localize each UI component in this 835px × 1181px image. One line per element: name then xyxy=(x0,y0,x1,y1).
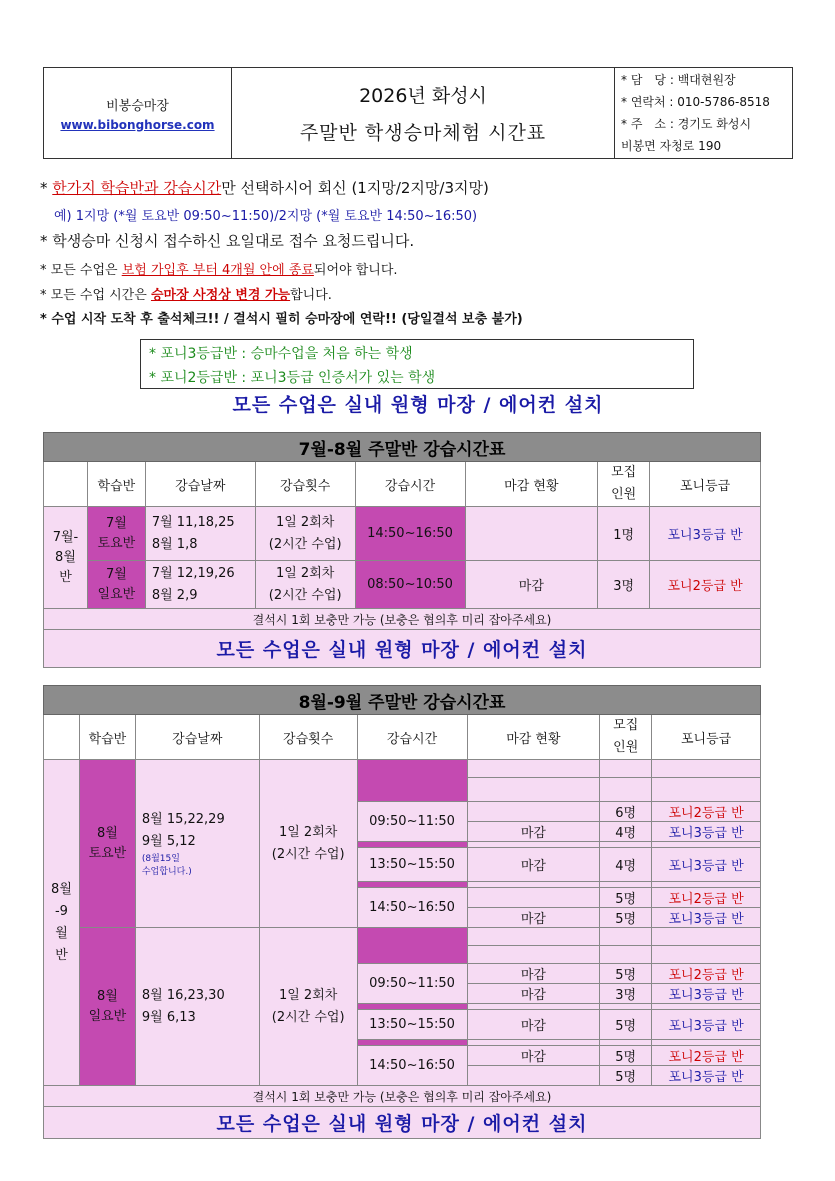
people-cell: 5명 xyxy=(600,908,652,928)
status-cell: 마감 xyxy=(467,822,600,842)
status-cell: 마감 xyxy=(467,1046,600,1066)
count-cell-sat: 1일 2회차 (2시간 수업) xyxy=(259,760,357,928)
time-cell: 09:50~11:50 xyxy=(357,964,467,1004)
col-grade: 포니등급 xyxy=(652,715,761,760)
contact-cell xyxy=(615,68,793,159)
col-count: 강습횟수 xyxy=(259,715,357,760)
status-cell: 마감 xyxy=(467,964,600,984)
page-title: 주말반 학생승마체험 시간표 xyxy=(299,122,547,144)
table-title: 7월-8월 주말반 강습시간표 xyxy=(44,433,761,462)
phone-label: * 연락처 : xyxy=(621,95,674,109)
aircon-banner: 모든 수업은 실내 원형 마장 / 에어컨 설치 xyxy=(232,394,604,416)
address-label: * 주 소 : xyxy=(621,117,674,131)
grade2-info: * 포니2등급반 : 포니3등급 인증서가 있는 학생 xyxy=(149,370,436,386)
grade-cell: 포니2등급 반 xyxy=(652,888,761,908)
people-cell: 5명 xyxy=(600,1046,652,1066)
status-cell: 마감 xyxy=(467,908,600,928)
note-attendance: * 수업 시작 도착 후 출석체크!! / 결석시 필히 승마장에 연락!! (당일결석 보충 불가) xyxy=(40,312,523,327)
dates-cell-sun: 8월 16,23,30 9월 6,13 xyxy=(135,928,259,1086)
status-cell xyxy=(467,888,600,908)
col-dates: 강습날짜 xyxy=(145,462,255,507)
col-time: 강습시간 xyxy=(355,462,465,507)
col-dates: 강습날짜 xyxy=(135,715,259,760)
grade-cell: 포니2등급 반 xyxy=(652,1046,761,1066)
footnote: 결석시 1회 보충만 가능 (보충은 협의후 미리 잡아주세요) xyxy=(44,1086,761,1107)
count-cell-sun: 1일 2회차 (2시간 수업) xyxy=(259,928,357,1086)
note-highlight: 한가지 학습반과 강습시간 xyxy=(52,179,222,197)
count-cell: 1일 2회차 (2시간 수업) xyxy=(255,561,355,609)
dates-cell: 7월 12,19,26 8월 2,9 xyxy=(145,561,255,609)
people-cell: 5명 xyxy=(600,888,652,908)
col-status: 마감 현황 xyxy=(467,715,600,760)
status-cell xyxy=(467,1066,600,1086)
note-time-change: * 모든 수업 시간은 승마장 사정상 변경 가능합니다. xyxy=(40,288,332,303)
people-cell: 6명 xyxy=(600,802,652,822)
grade-cell: 포니3등급 반 xyxy=(652,822,761,842)
people-cell: 3명 xyxy=(598,561,650,609)
note-insurance: * 모든 수업은 보험 가입후 부터 4개월 안에 종료되어야 합니다. xyxy=(40,263,398,278)
status-cell: 마감 xyxy=(467,984,600,1004)
count-cell: 1일 2회차 (2시간 수업) xyxy=(255,507,355,561)
grade-cell: 포니2등급 반 xyxy=(650,561,761,609)
col-people: 모집 인원 xyxy=(598,462,650,507)
note-apply-day: * 학생승마 신청시 접수하신 요일대로 접수 요청드립니다. xyxy=(40,232,415,250)
people-cell: 4명 xyxy=(600,822,652,842)
period-cell: 7월- 8월 반 xyxy=(44,507,88,609)
status-cell: 마감 xyxy=(467,1010,600,1040)
status-cell xyxy=(467,802,600,822)
grade-cell: 포니3등급 반 xyxy=(652,848,761,882)
time-cell: 13:50~15:50 xyxy=(357,848,467,882)
col-class: 학습반 xyxy=(87,462,145,507)
class-cell-sat: 8월 토요반 xyxy=(79,760,135,928)
grade-cell: 포니3등급 반 xyxy=(652,1066,761,1086)
header-table xyxy=(43,67,793,159)
col-people: 모집 인원 xyxy=(600,715,652,760)
dates-cell-sat: 8월 15,22,29 9월 5,12 (8월15일 수업합니다.) xyxy=(135,760,259,928)
table-banner: 모든 수업은 실내 원형 마장 / 에어컨 설치 xyxy=(44,630,761,668)
manager-value: 백대현원장 xyxy=(677,73,736,87)
people-cell: 4명 xyxy=(600,848,652,882)
schedule-table-jul-aug xyxy=(43,432,761,668)
grade-cell: 포니3등급 반 xyxy=(652,984,761,1004)
class-cell: 7월 토요반 xyxy=(87,507,145,561)
col-count: 강습횟수 xyxy=(255,462,355,507)
footnote: 결석시 1회 보충만 가능 (보충은 협의후 미리 잡아주세요) xyxy=(44,609,761,630)
farm-name: 비봉승마장 xyxy=(106,98,169,114)
phone-value: 010-5786-8518 xyxy=(677,95,770,109)
class-cell: 7월 일요반 xyxy=(87,561,145,609)
time-cell: 14:50~16:50 xyxy=(357,888,467,928)
dates-cell: 7월 11,18,25 8월 1,8 xyxy=(145,507,255,561)
grade-cell: 포니3등급 반 xyxy=(650,507,761,561)
grade-cell: 포니3등급 반 xyxy=(652,908,761,928)
farm-url-link[interactable]: www.bibonghorse.com xyxy=(60,117,215,132)
header-empty xyxy=(44,462,88,507)
schedule-table-aug-sep xyxy=(43,685,761,1139)
page-title-year: 2026년 화성시 xyxy=(359,85,487,107)
time-cell: 09:50~11:50 xyxy=(357,802,467,842)
grade-cell: 포니2등급 반 xyxy=(652,964,761,984)
status-cell: 마감 xyxy=(465,561,598,609)
table-title: 8월-9월 주말반 강습시간표 xyxy=(44,686,761,715)
people-cell: 5명 xyxy=(600,964,652,984)
farm-cell xyxy=(44,68,232,159)
period-cell: 8월 -9 월 반 xyxy=(44,760,80,1086)
col-grade: 포니등급 xyxy=(650,462,761,507)
people-cell: 5명 xyxy=(600,1010,652,1040)
header-empty xyxy=(44,715,80,760)
date-note: (8월15일 수업합니다.) xyxy=(141,853,192,877)
note-example: 예) 1지망 (*월 토요반 09:50~11:50)/2지망 (*월 토요반 14:50~16:50) xyxy=(54,209,478,224)
col-time: 강습시간 xyxy=(357,715,467,760)
title-cell xyxy=(232,68,615,159)
manager-label: * 담 당 : xyxy=(621,73,674,87)
table-banner: 모든 수업은 실내 원형 마장 / 에어컨 설치 xyxy=(44,1107,761,1139)
class-cell-sun: 8월 일요반 xyxy=(79,928,135,1086)
grade-info-box xyxy=(140,339,694,389)
status-cell xyxy=(465,507,598,561)
col-status: 마감 현황 xyxy=(465,462,598,507)
grade-cell: 포니3등급 반 xyxy=(652,1010,761,1040)
people-cell: 5명 xyxy=(600,1066,652,1086)
address-value: 경기도 화성시 xyxy=(677,117,752,131)
people-cell: 1명 xyxy=(598,507,650,561)
time-cell: 13:50~15:50 xyxy=(357,1010,467,1040)
note-select-one: * 한가지 학습반과 강습시간만 선택하시어 회신 (1지망/2지망/3지망) xyxy=(40,179,489,197)
grade3-info: * 포니3등급반 : 승마수업을 처음 하는 학생 xyxy=(149,346,413,362)
address-line2: 비봉면 자청로 190 xyxy=(621,139,722,153)
people-cell: 3명 xyxy=(600,984,652,1004)
time-cell: 08:50~10:50 xyxy=(355,561,465,609)
status-cell: 마감 xyxy=(467,848,600,882)
grade-cell: 포니2등급 반 xyxy=(652,802,761,822)
time-cell: 14:50~16:50 xyxy=(355,507,465,561)
col-class: 학습반 xyxy=(79,715,135,760)
time-cell: 14:50~16:50 xyxy=(357,1046,467,1086)
